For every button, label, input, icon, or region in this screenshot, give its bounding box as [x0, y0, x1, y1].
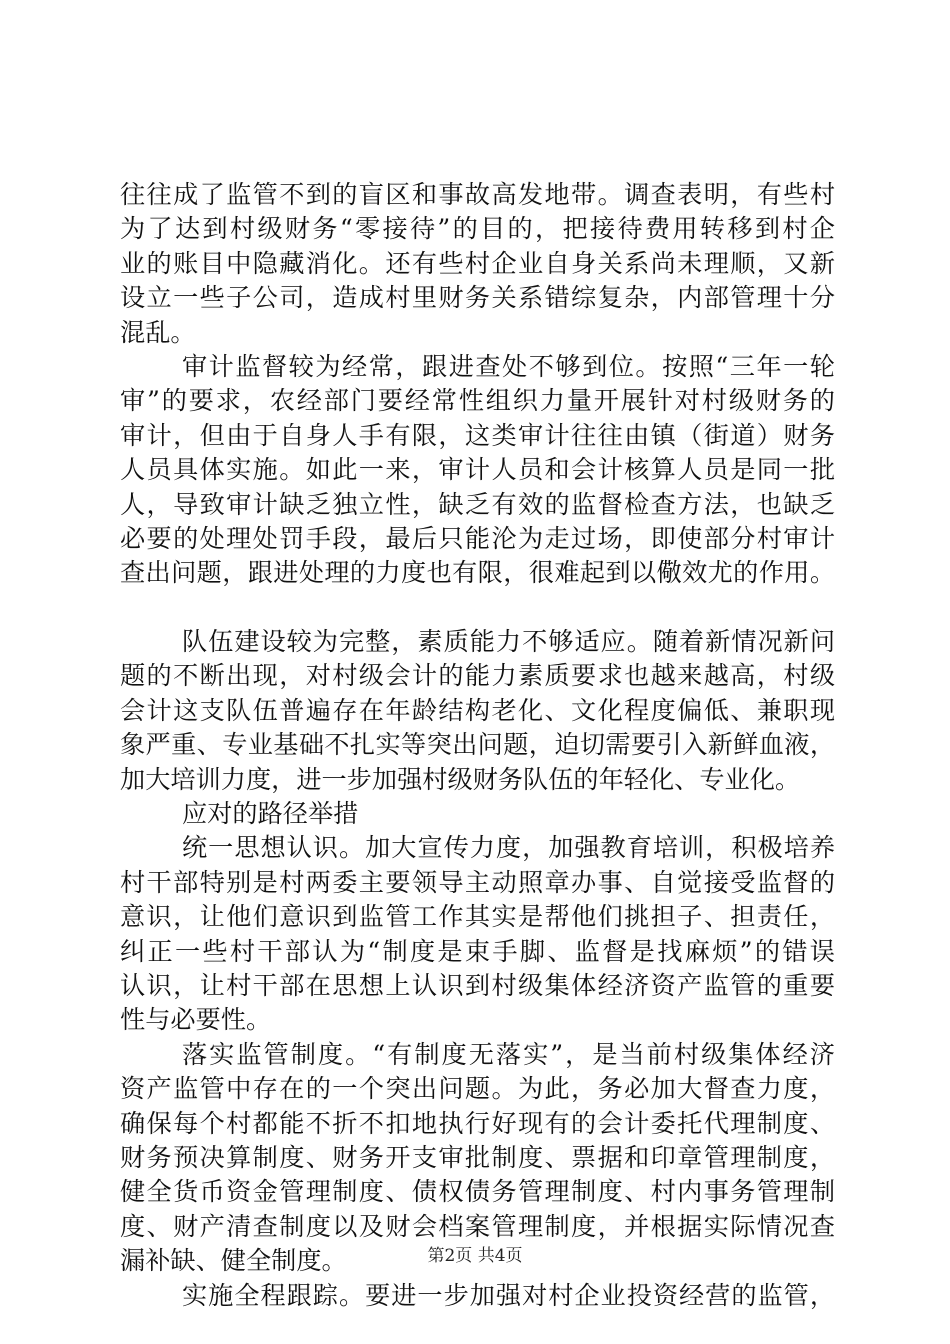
- text-line: 统一思想认识。加大宣传力度，加强教育培训，积极培养: [182, 833, 835, 863]
- text-line: 必要的处理处罚手段，最后只能沦为走过场，即使部分村审计: [120, 523, 835, 553]
- text-line: 确保每个村都能不折不扣地执行好现有的会计委托代理制度、: [120, 1108, 835, 1138]
- text-line: 落实监管制度。“有制度无落实”，是当前村级集体经济: [182, 1039, 835, 1069]
- text-line: 象严重、专业基础不扎实等突出问题，迫切需要引入新鲜血液，: [120, 730, 835, 760]
- text-line: 加大培训力度，进一步加强村级财务队伍的年轻化、专业化。: [120, 764, 801, 794]
- text-line: 往往成了监管不到的盲区和事故高发地带。调查表明，有些村: [120, 180, 835, 209]
- text-line: 设立一些子公司，造成村里财务关系错综复杂，内部管理十分: [120, 283, 835, 313]
- text-line: 查出问题，跟进处理的力度也有限，很难起到以儆效尤的作用。: [120, 558, 835, 588]
- text-line: 度、财产清查制度以及财会档案管理制度，并根据实际情况查: [120, 1211, 835, 1241]
- text-line: 村干部特别是村两委主要领导主动照章办事、自觉接受监督的: [120, 867, 835, 897]
- document-body: [120, 178, 835, 1313]
- text-line: 认识，让村干部在思想上认识到村级集体经济资产监管的重要: [120, 970, 835, 1000]
- text-line: 资产监管中存在的一个突出问题。为此，务必加大督查力度，: [120, 1074, 835, 1104]
- text-line: 队伍建设较为完整，素质能力不够适应。随着新情况新问: [182, 627, 835, 657]
- text-line: 会计这支队伍普遍存在年龄结构老化、文化程度偏低、兼职现: [120, 695, 835, 725]
- text-line: 性与必要性。: [120, 1005, 272, 1035]
- text-line: 混乱。: [120, 317, 196, 347]
- text-line: 财务预决算制度、财务开支审批制度、票据和印章管理制度，: [120, 1142, 835, 1172]
- text-line: 审计监督较为经常，跟进查处不够到位。按照“三年一轮: [182, 351, 835, 381]
- text-line: 纠正一些村干部认为“制度是束手脚、监督是找麻烦”的错误: [120, 936, 835, 966]
- text-line: 审”的要求，农经部门要经常性组织力量开展针对村级财务的: [120, 386, 835, 416]
- text-line: 业的账目中隐藏消化。还有些村企业自身关系尚未理顺，又新: [120, 248, 835, 278]
- text-line: 人，导致审计缺乏独立性，缺乏有效的监督检查方法，也缺乏: [120, 489, 835, 519]
- text-line: 题的不断出现，对村级会计的能力素质要求也越来越高，村级: [120, 661, 835, 691]
- text-line: 应对的路径举措: [182, 799, 359, 829]
- text-line: 审计，但由于自身人手有限，这类审计往往由镇（街道）财务: [120, 420, 835, 450]
- text-line: 实施全程跟踪。要进一步加强对村企业投资经营的监管，: [182, 1280, 835, 1310]
- text-line: 为了达到村级财务“零接待”的目的，把接待费用转移到村企: [120, 214, 835, 244]
- text-line: 意识，让他们意识到监管工作其实是帮他们挑担子、担责任，: [120, 902, 835, 932]
- text-line: 人员具体实施。如此一来，审计人员和会计核算人员是同一批: [120, 455, 835, 485]
- text-line: 漏补缺、健全制度。: [120, 1246, 347, 1276]
- blank-line: [120, 591, 835, 625]
- text-line: 健全货币资金管理制度、债权债务管理制度、村内事务管理制: [120, 1177, 835, 1207]
- page-footer: 第2页 共4页: [427, 1246, 523, 1266]
